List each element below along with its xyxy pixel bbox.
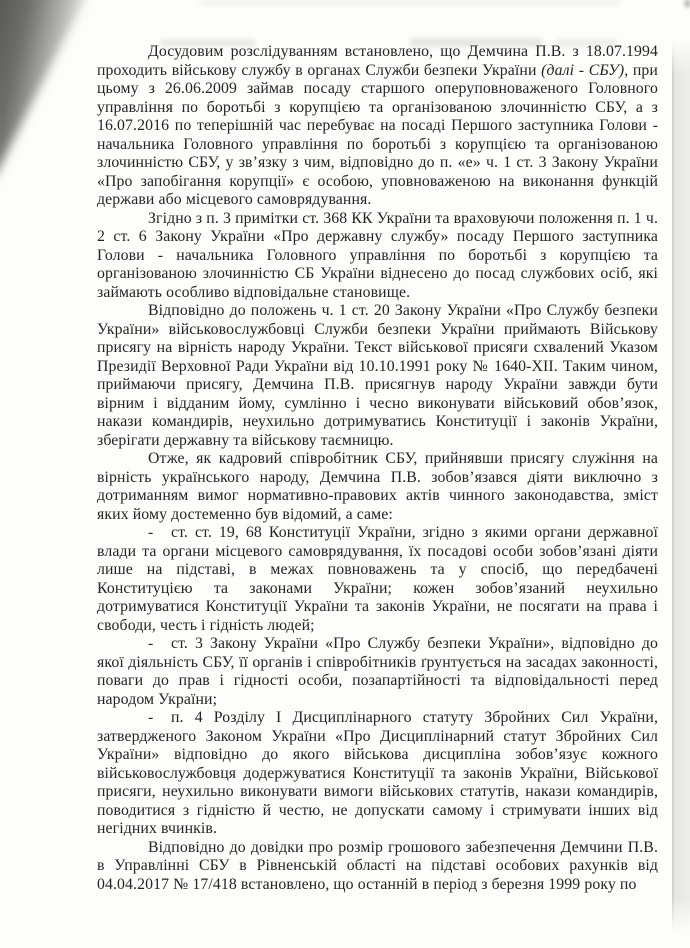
text-run: Відповідно до положень ч. 1 ст. 20 Закону України «Про Службу безпеки України» військовослужбовці Служби безпеки України приймають Військову присягу на вірність народу України. Текст військової присяги схвалений Указом Президії Верховної Ради України від 10.10.1991 року № 1640-XII. Таким чином, приймаючи присягу, Демчина П.В. присягнув народу України завжди бути вірним і відданим йому, сумлінно і чесно виконувати військовий обов’язок, накази командирів, неухильно дотримуватись Конституції і законів України, зберігати державну та військову таємницю. xyxy=(97,302,658,449)
top-edge-smudge xyxy=(200,0,620,5)
right-page-edge-shadow xyxy=(672,40,690,932)
paragraph xyxy=(97,210,658,303)
text-run: , при цьому з 26.06.2009 займав посаду старшого оперуповноваженого Головного управління по боротьбі з корупцією та організованою злочинністю СБУ, а з 16.07.2016 по теперішній час перебуває на посаді Першого заступника Голови - начальника Головного управління по боротьбі з корупцією та організованою злочинністю СБУ, у зв’язку з чим, відповідно до п. «е» ч. 1 ст. 3 Закону України «Про запобігання корупції» є особою, уповноваженою на виконання функцій держави або місцевого самоврядування. xyxy=(97,61,658,208)
text-run: Досудовим розслідуванням встановлено, що Демчина П.В. з 18.07.1994 проходить військову службу в органах Служби безпеки України xyxy=(97,43,658,79)
right-corner-mark xyxy=(685,0,690,7)
list-paragraph xyxy=(97,635,658,709)
document-text-block xyxy=(97,43,658,894)
text-run: ст. ст. 19, 68 Конституції України, згідно з якими органи державної влади та органи місцевого самоврядування, їх посадові особи зобов’язані діяти лише на підставі, в межах повноважень та у спосіб, що передбачені Конституцією та законами України; кожен зобов’язаний неухильно дотримуватися Конституції України та законів України, не посягати на права і свободи, честь і гідність людей; xyxy=(97,524,658,634)
paragraph xyxy=(97,43,658,210)
bullet-dash: - xyxy=(148,635,154,652)
text-run: Відповідно до довідки про розмір грошового забезпечення Демчини П.В. в Управлінні СБУ в Рівненській області на підставі особових рахунків від 04.04.2017 № 17/418 встановлено, що останній в період з березня 1999 року по xyxy=(97,838,658,893)
text-run: Отже, як кадровий співробітник СБУ, прийнявши присягу служіння на вірність українського народу, Демчина П.В. зобов’язався діяти виключно з дотриманням вимог нормативно-правових актів чинного законодавства, зміст яких йому достеменно був відомий, а саме: xyxy=(97,450,658,523)
text-run: п. 4 Розділу І Дисциплінарного статуту Збройних Сил України, затвердженого Законом України «Про Дисциплінарний статут Збройних Сил України» відповідно до якого військова дисципліна зобов’язує кожного військовослужбовця додержуватися Конституції та законів України, Військової присяги, неухильно виконувати вимоги військових статутів, накази командирів, поводитися з гідністю й честю, не допускати самому і стримувати інших від негідних вчинків. xyxy=(97,709,658,837)
list-paragraph xyxy=(97,709,658,839)
text-run: ст. 3 Закону України «Про Службу безпеки України», відповідно до якої діяльність СБУ, її органів і співробітників ґрунтується на засадах законності, поваги до прав і гідності особи, позапартійності та відповідальності перед народом України; xyxy=(97,635,658,708)
paragraph xyxy=(97,839,658,895)
bullet-dash: - xyxy=(148,524,154,541)
paragraph xyxy=(97,450,658,524)
list-paragraph xyxy=(97,524,658,635)
bullet-dash: - xyxy=(148,709,154,726)
italic-text-run: (далі - СБУ) xyxy=(541,61,625,79)
paragraph xyxy=(97,302,658,450)
text-run: Згідно з п. 3 примітки ст. 368 КК України та враховуючи положення п. 1 ч. 2 ст. 6 Закону України «Про державну службу» посаду Першого заступника Голови - начальника Головного управління по боротьбі з корупцією та організованою злочинністю СБ України віднесено до посад службових осіб, які займають особливо відповідальне становище. xyxy=(97,209,658,301)
